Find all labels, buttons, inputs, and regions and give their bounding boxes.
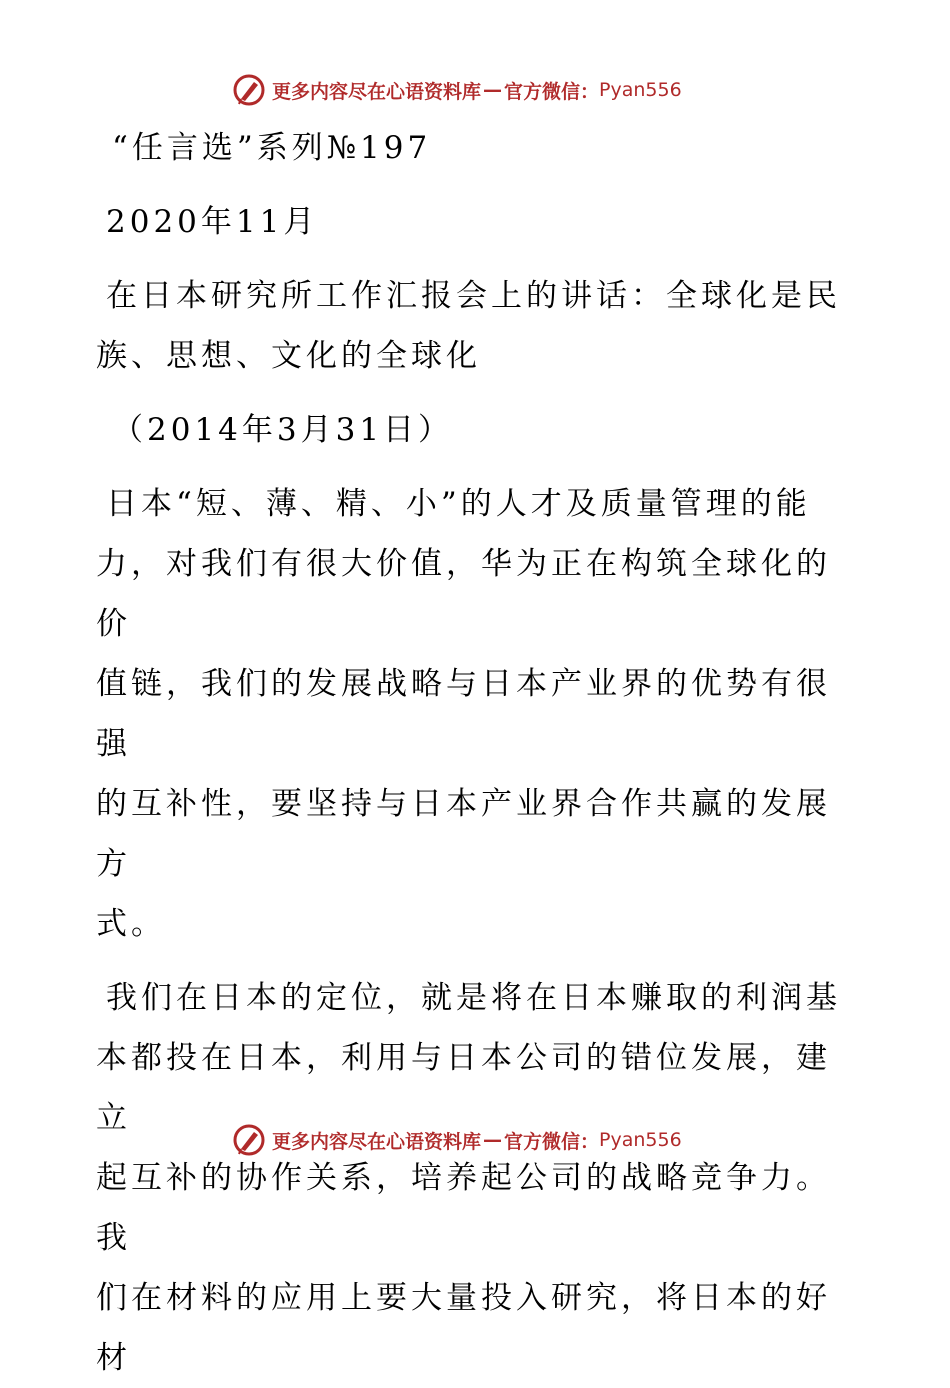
paragraph-2-line: 本都投在日本，利用与日本公司的错位发展，建立 bbox=[96, 1040, 831, 1136]
quill-pen-circle-icon bbox=[232, 1123, 266, 1157]
paragraph-1-line: 值链，我们的发展战略与日本产业界的优势有很强 bbox=[96, 666, 831, 762]
watermark-dash: — bbox=[483, 1129, 503, 1151]
document-body bbox=[96, 118, 852, 1388]
speech-title-line-2: 族、思想、文化的全球化 bbox=[96, 338, 481, 374]
watermark-dash: — bbox=[483, 79, 503, 101]
watermark-wechat-id: Pyan556 bbox=[599, 79, 682, 101]
paragraph-2-line: 们在材料的应用上要大量投入研究，将日本的好材 bbox=[96, 1280, 831, 1376]
watermark-banner-bottom bbox=[232, 1122, 682, 1158]
paragraph-1-line: 日本“短、薄、精、小”的人才及质量管理的能 bbox=[106, 486, 811, 522]
paragraph-1-line: 的互补性，要坚持与日本产业界合作共赢的发展方 bbox=[96, 786, 831, 882]
watermark-wechat-label: 官方微信： bbox=[504, 80, 600, 103]
publication-date: 2020年11月 bbox=[106, 204, 319, 240]
watermark-banner-top bbox=[232, 72, 682, 108]
series-label: “任言选”系列№197 bbox=[112, 130, 432, 166]
quill-pen-circle-icon bbox=[232, 73, 266, 107]
speech-date: （2014年3月31日） bbox=[112, 412, 454, 448]
paragraph-1-line: 力，对我们有很大价值，华为正在构筑全球化的价 bbox=[96, 546, 831, 642]
watermark-wechat-id: Pyan556 bbox=[599, 1129, 682, 1151]
paragraph-1 bbox=[96, 474, 852, 954]
paragraph-2-line: 我们在日本的定位，就是将在日本赚取的利润基 bbox=[106, 980, 841, 1016]
paragraph-1-line: 式。 bbox=[96, 906, 166, 942]
speech-title bbox=[96, 266, 852, 386]
watermark-wechat-label: 官方微信： bbox=[504, 1130, 600, 1153]
watermark-main-text: 更多内容尽在心语资料库 bbox=[272, 80, 482, 103]
watermark-main-text: 更多内容尽在心语资料库 bbox=[272, 1130, 482, 1153]
speech-title-line-1: 在日本研究所工作汇报会上的讲话：全球化是民 bbox=[106, 278, 841, 314]
paragraph-2 bbox=[96, 968, 852, 1388]
paragraph-2-line: 起互补的协作关系，培养起公司的战略竞争力。我 bbox=[96, 1160, 831, 1256]
